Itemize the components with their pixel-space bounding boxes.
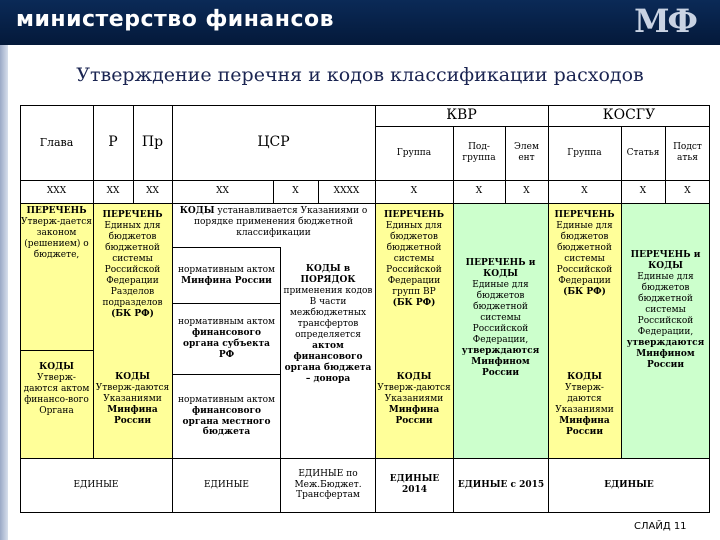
header-bar	[0, 0, 720, 45]
rpr-list-note: (БК РФ)	[111, 308, 154, 319]
header-kvr-group: Группа	[396, 147, 432, 158]
header-kosgu-subarticle: Подст атья	[673, 142, 702, 163]
kvr-green-text: Единые для бюджетов бюджетной системы Российской Федерации,	[472, 279, 529, 345]
rpr-list-cell	[94, 210, 171, 320]
code-csr-3: ХХХХ	[333, 186, 360, 197]
header-kvr-element: Элем ент	[514, 142, 539, 163]
csr-act-1-text: нормативным актом	[177, 264, 275, 275]
code-csr-1: ХХ	[216, 186, 229, 197]
code-glava: ХХХ	[46, 186, 67, 197]
slide-title: Утверждение перечня и кодов классификации расходов	[76, 64, 644, 86]
kvr-footer-right: ЕДИНЫЕ с 2015	[457, 479, 545, 490]
kosgu-list-cell	[549, 210, 620, 298]
rpr-codes-text: Утверж-даются Указаниями	[95, 382, 170, 404]
header-kvr-subgroup: Под-группа	[462, 142, 496, 163]
header-kosgu: КОСГУ	[602, 106, 656, 123]
glava-codes-title: КОДЫ	[39, 362, 74, 372]
kosgu-green-cell	[622, 250, 709, 371]
ministry-name: министерство финансов	[16, 7, 335, 32]
kosgu-codes-title: КОДЫ	[567, 372, 602, 382]
rpr-codes-title: КОДЫ	[115, 372, 150, 382]
code-kvr-subgroup: Х	[475, 186, 483, 197]
glava-list-cell	[21, 206, 92, 261]
csr-right-bold: актом финансового органа бюджета – донора	[284, 340, 372, 384]
csr-right-cell	[282, 264, 374, 385]
csr-act-3-bold: финансового органа местного бюджета	[182, 405, 271, 438]
csr-act-3-text: нормативным актом	[177, 394, 275, 405]
rpr-list-title: ПЕРЕЧЕНЬ	[102, 210, 163, 220]
csr-footer-left: ЕДИНЫЕ	[203, 479, 249, 490]
header-glava: Глава	[39, 135, 74, 149]
kosgu-green-title: ПЕРЕЧЕНЬ и КОДЫ	[630, 250, 701, 271]
code-kosgu-subarticle: Х	[684, 186, 691, 197]
csr-act-1-bold: Минфина России	[181, 275, 272, 286]
header-kosgu-group: Группа	[567, 147, 602, 158]
slide-number: СЛАЙД 11	[634, 521, 687, 532]
code-pr: ХХ	[146, 186, 159, 197]
kosgu-codes-text: Утверж-даются Указаниями	[555, 382, 614, 415]
glava-codes-text: Утверж-даются актом финансо-вого Органа	[23, 372, 90, 416]
kvr-green-bold: утверждаются Минфином России	[461, 345, 540, 378]
ministry-logo: МФ	[634, 2, 696, 40]
kosgu-codes-cell	[549, 372, 620, 438]
glava-codes-cell	[21, 362, 92, 417]
kvr-green-title: ПЕРЕЧЕНЬ и КОДЫ	[465, 258, 536, 279]
kosgu-green-bold: утверждаются Минфином России	[626, 337, 705, 370]
code-kvr-group: Х	[410, 186, 418, 197]
kvr-list-cell	[376, 210, 452, 309]
kvr-codes-title: КОДЫ	[396, 372, 432, 382]
rpr-codes-cell	[94, 372, 171, 427]
csr-top-text: устанавливается Указаниями о порядке применения бюджетной классификации	[194, 206, 368, 238]
rpr-footer: ЕДИНЫЕ	[73, 479, 119, 490]
kvr-footer-left: ЕДИНЫЕ 2014	[389, 474, 440, 495]
header-csr: ЦСР	[257, 133, 290, 150]
csr-footer-right: ЕДИНЫЕ по Меж.Бюджет. Трансфертам	[294, 468, 362, 501]
glava-list-text: Утверж-дается законом (решением) о бюджете,	[21, 216, 92, 260]
csr-act-2-text: нормативным актом	[177, 317, 275, 328]
header-kvr: КВР	[446, 106, 477, 123]
csr-right-text: применения кодов В части межбюджетных трансфертов определяется	[283, 285, 373, 340]
glava-list-title: ПЕРЕЧЕНЬ	[26, 206, 87, 216]
csr-act-3	[173, 375, 280, 458]
kosgu-list-text: Единые для бюджетов бюджетной системы Российской Федерации	[556, 220, 613, 286]
csr-act-2-bold: финансового органа субъекта РФ	[183, 328, 270, 360]
code-kosgu-article: Х	[639, 186, 647, 197]
kvr-codes-text: Утверж-даются Указаниями	[377, 382, 451, 404]
header-kosgu-article: Статья	[626, 147, 660, 158]
code-kvr-element: Х	[523, 186, 530, 197]
code-kosgu-group: Х	[581, 186, 588, 197]
csr-top-bold: КОДЫ	[179, 206, 215, 216]
kvr-list-title: ПЕРЕЧЕНЬ	[384, 210, 444, 220]
kvr-list-note: (БК РФ)	[392, 297, 436, 308]
csr-right-title: КОДЫ в ПОРЯДОК	[300, 264, 356, 285]
kvr-green-cell	[454, 258, 547, 379]
kosgu-green-text: Единые для бюджетов бюджетной системы Российской Федерации,	[637, 271, 694, 337]
csr-act-1	[173, 248, 280, 303]
csr-top-cell	[174, 206, 373, 239]
kvr-codes-cell	[376, 372, 452, 427]
kosgu-list-note: (БК РФ)	[563, 286, 606, 297]
kosgu-footer: ЕДИНЫЕ	[604, 479, 654, 490]
rpr-codes-note: Минфина России	[107, 404, 158, 426]
kvr-codes-note: Минфина России	[388, 404, 440, 426]
kosgu-list-title: ПЕРЕЧЕНЬ	[554, 210, 615, 220]
kvr-list-text: Единых для бюджетов бюджетной системы Российской Федерации групп ВР	[385, 220, 443, 297]
csr-act-2	[173, 304, 280, 374]
header-r: Р	[108, 133, 118, 150]
code-csr-2: Х	[292, 186, 299, 197]
rpr-list-text: Единых для бюджетов бюджетной системы Российской Федерации Разделов подразделов	[102, 220, 163, 308]
code-r: ХХ	[106, 186, 120, 197]
header-pr: Пр	[141, 133, 164, 150]
left-decor-bar	[0, 45, 8, 540]
kosgu-codes-note: Минфина России	[559, 415, 610, 437]
